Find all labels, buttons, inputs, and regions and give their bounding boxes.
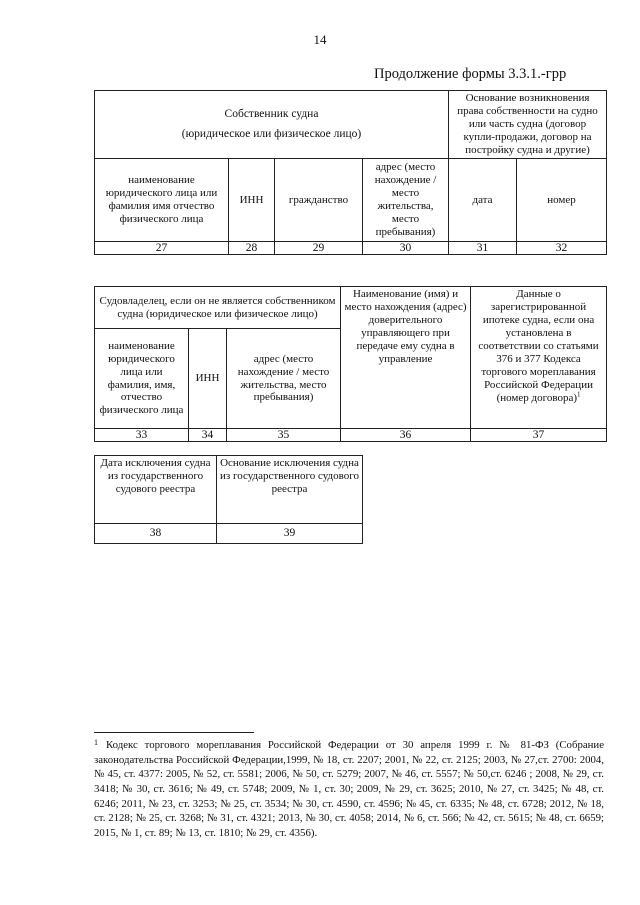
column-number: 39 — [217, 524, 363, 544]
form-title: Продолжение формы 3.3.1.-грр — [374, 66, 567, 82]
owner-header-title: Собственник судна — [224, 107, 319, 120]
footnote-divider — [94, 732, 254, 733]
column-number: 27 — [95, 242, 229, 255]
ownership-basis-header: Основание возникновения права собственности на судно или часть судна (договор купли-продажи, договор на постройку судна и другие) — [449, 91, 607, 159]
col-inn: ИНН — [229, 159, 275, 242]
column-number: 35 — [227, 429, 341, 442]
ship-owner-table — [94, 90, 607, 255]
col-number: номер — [517, 159, 607, 242]
column-number: 38 — [95, 524, 217, 544]
registry-exclusion-table — [94, 455, 363, 544]
col-date: дата — [449, 159, 517, 242]
col-address: адрес (место нахождение / место жительства, место пребывания) — [363, 159, 449, 242]
col-citizenship: гражданство — [275, 159, 363, 242]
column-number: 37 — [471, 429, 607, 442]
col-operator-name: наименование юридического лица или фамилия, имя, отчество физического лица — [95, 329, 189, 429]
column-number: 31 — [449, 242, 517, 255]
col-exclusion-basis: Основание исключения судна из государственного судового реестра — [217, 456, 363, 524]
column-number: 28 — [229, 242, 275, 255]
column-number: 36 — [341, 429, 471, 442]
page-number: 14 — [313, 32, 327, 47]
owner-header-subtitle: (юридическое или физическое лицо) — [181, 127, 362, 140]
footnote-mark: 1 — [94, 738, 98, 747]
col-exclusion-date: Дата исключения судна из государственного судового реестра — [95, 456, 217, 524]
footnote-text: Кодекс торгового мореплавания Российской Федерации от 30 апреля 1999 г. № 81-ФЗ (Собрание законодательства Российской Федерации,1999, № 18, ст. 2207; 2001, № 22, ст. 2125; 2003, № 27,ст. 2700: 2004, № 45, ст. 4377: 2005, № 52, ст. 5581; 2006, № 50, ст. 5279; 2007, № 46, ст. 5557; № 50,ст. 6246 ; 2008, № 29, ст. 3418; № 30, ст. 3616; № 49, ст. 5748; 2009, № 1, ст. 30; 2009, № 29, ст. 3625; 2010, № 27, ст. 3425; № 48, ст. 6246; 2011, № 23, ст. 3253; № 25, ст. 3534; № 30, ст. 4590, ст. 4596; № 45, ст. 6335; № 48, ст. 6728; 2012, № 18, ст. 2128; № 25, ст. 3268; № 31, ст. 4321; 2013, № 30, ст. 4058; 2014, № 6, ст. 566; № 42, ст. 5615; № 48, ст. 6659; 2015, № 1, ст. 89; № 13, ст. 1810; № 29, ст. 4356). — [94, 739, 604, 840]
ship-operator-table — [94, 286, 607, 442]
column-number: 34 — [189, 429, 227, 442]
trustee-header: Наименование (имя) и место нахождения (адрес) доверительного управляющего при передаче ему судна в управление — [341, 287, 471, 429]
footnote-reference: 1 — [577, 390, 581, 399]
column-number: 30 — [363, 242, 449, 255]
col-address: адрес (место нахождение / место жительства, место пребывания) — [227, 329, 341, 429]
column-number: 33 — [95, 429, 189, 442]
mortgage-header — [471, 287, 607, 429]
column-number: 29 — [275, 242, 363, 255]
operator-header: Судовладелец, если он не является собственником судна (юридическое или физическое лицо) — [95, 287, 341, 329]
footnote — [94, 738, 604, 841]
col-inn: ИНН — [189, 329, 227, 429]
owner-header-cell — [95, 91, 449, 159]
mortgage-header-text: Данные о зарегистрированной ипотеке судна, если она установлена в соответствии со статьями 376 и 377 Кодекса торгового мореплавания Российской Федерации (номер договора) — [478, 288, 599, 404]
col-owner-name: наименование юридического лица или фамилия имя отчество физического лица — [95, 159, 229, 242]
column-number: 32 — [517, 242, 607, 255]
